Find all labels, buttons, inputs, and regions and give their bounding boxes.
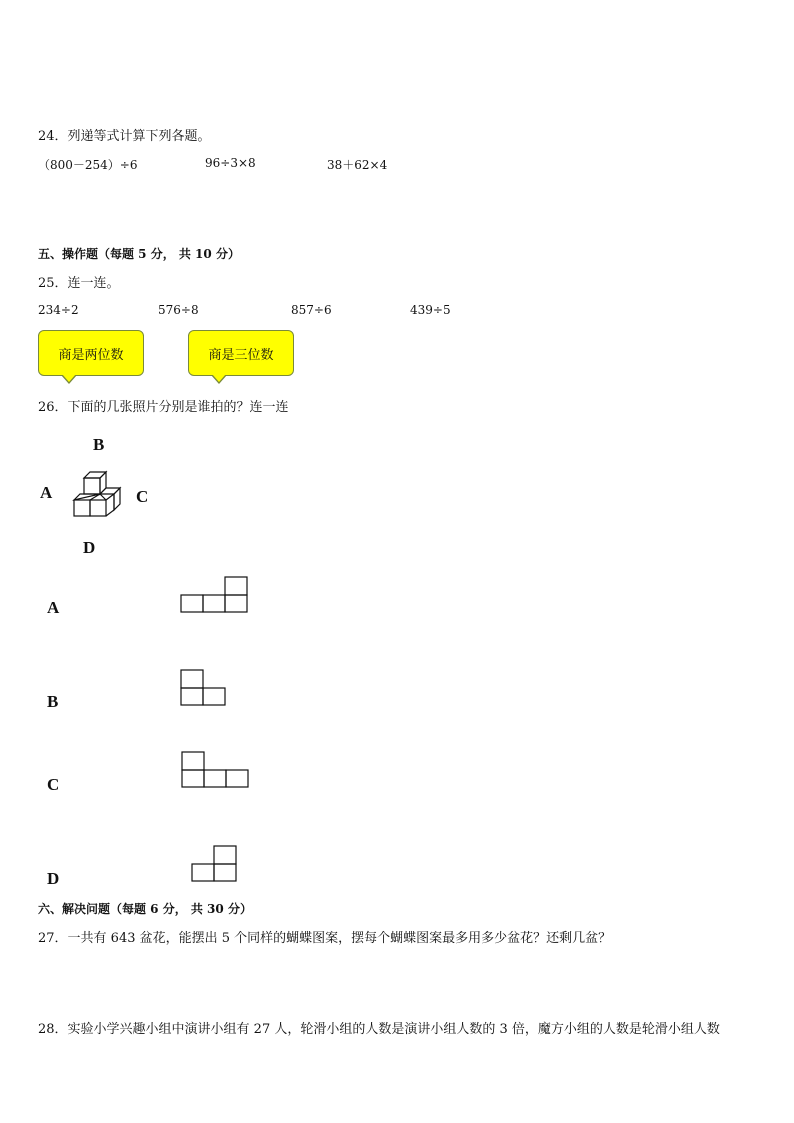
section-6-heading: 六、解决问题（每题 6 分， 共 30 分）: [38, 902, 252, 916]
q24-expression-3: 38＋62×4: [327, 158, 388, 172]
direction-label-top: B: [93, 435, 105, 454]
view-b-figure: [180, 669, 228, 707]
q25-expression-4: 439÷5: [410, 303, 451, 317]
q28-text: 28．实验小学兴趣小组中演讲小组有 27 人，轮滑小组的人数是演讲小组人数的 3 倍，魔方小组的人数是轮滑小组人数: [38, 1022, 720, 1037]
view-label-c: C: [47, 775, 60, 794]
direction-label-right: C: [136, 487, 149, 506]
bubble-three-digit-label: 商是三位数: [208, 347, 274, 363]
bubble-three-digit-quotient[interactable]: [188, 330, 294, 376]
view-c-figure: [181, 751, 251, 789]
q26-title: 26．下面的几张照片分别是谁拍的？连一连: [38, 400, 289, 415]
direction-label-bottom: D: [83, 538, 96, 557]
q25-expression-1: 234÷2: [38, 303, 79, 317]
q27-text: 27．一共有 643 盆花，能摆出 5 个同样的蝴蝶图案，摆每个蝴蝶图案最多用多少盆花？还剩几盆？: [38, 931, 612, 946]
view-d-figure: [191, 845, 239, 883]
section-5-heading: 五、操作题（每题 5 分， 共 10 分）: [38, 247, 240, 261]
view-label-a: A: [47, 598, 60, 617]
bubble-two-digit-label: 商是两位数: [58, 347, 124, 363]
bubble-two-digit-quotient[interactable]: [38, 330, 144, 376]
q24-expression-1: （800－254）÷6: [38, 158, 138, 172]
view-label-d: D: [47, 869, 60, 888]
bubble-tail: [212, 374, 226, 382]
direction-label-left: A: [40, 483, 53, 502]
q24-title: 24．列递等式计算下列各题。: [38, 129, 211, 144]
bubble-tail: [62, 374, 76, 382]
cube-arrangement-figure: [70, 470, 122, 524]
q25-expression-2: 576÷8: [158, 303, 199, 317]
view-label-b: B: [47, 692, 59, 711]
q25-expression-3: 857÷6: [291, 303, 332, 317]
q25-title: 25．连一连。: [38, 276, 120, 291]
view-a-figure: [180, 576, 250, 614]
q24-expression-2: 96÷3×8: [205, 156, 256, 170]
